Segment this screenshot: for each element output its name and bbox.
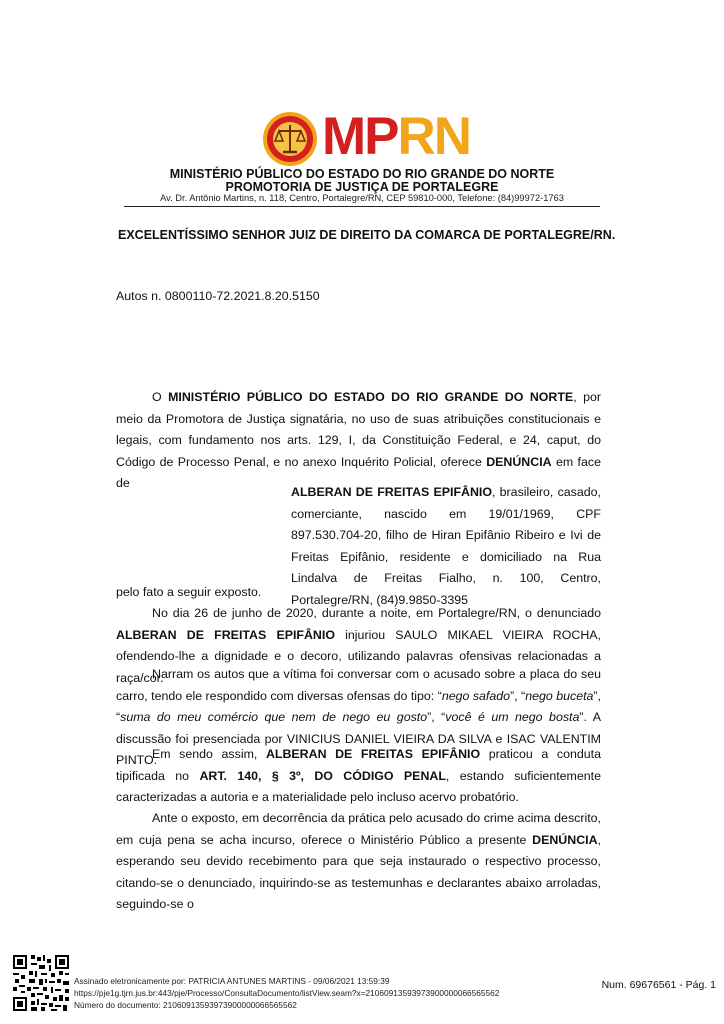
p5-text-c: , esperando seu devido recebimento para que seja instaurado o respectivo processo, citando-se o denunciado, inquirindo-se as testemunhas e declarantes abaixo arroladas, seguindo-se o (116, 832, 601, 911)
document-number: Número do documento: 21060913593973900000066565562 (74, 999, 297, 1010)
p1-text-e: em face de (116, 454, 601, 490)
p3-quote-3: suma do meu comércio que nem de nego eu gosto (120, 710, 428, 724)
p2-bold-name: ALBERAN DE FREITAS EPIFÂNIO (116, 627, 335, 642)
p2-text-c: injuriou SAULO MIKAEL VIEIRA ROCHA, ofendendo-lhe a dignidade e o decoro, utilizando palavras ofensivas relacionadas a raça/cor. (116, 627, 601, 685)
paragraph-request (116, 808, 601, 916)
logo-wordmark (322, 107, 470, 167)
p4-text-e: , estando suficientemente caracterizadas a autoria e a materialidade pelo incluso acervo probatório. (116, 768, 601, 804)
p5-text-a: Ante o exposto, em decorrência da prática pelo acusado do crime acima descrito, em cuja pena se acha incurso, oferece o Ministério Público a presente (116, 811, 601, 847)
p4-text-a: Em sendo assim, (152, 747, 266, 761)
fact-intro: pelo fato a seguir exposto. (116, 585, 262, 599)
p3-text-e: ”. A discussão foi presenciada por VINICIUS DANIEL VIEIRA DA SILVA e ISAC VALENTIM PINTO. (116, 710, 602, 767)
header-institution: MINISTÉRIO PÚBLICO DO ESTADO DO RIO GRANDE DO NORTE (169, 167, 555, 181)
signature-info (74, 976, 499, 1011)
header-office: PROMOTORIA DE JUSTIÇA DE PORTALEGRE (225, 180, 499, 194)
defendant-details: , brasileiro, casado, comerciante, nascido em 19/01/1969, CPF 897.530.704-20, filho de Hiran Epifânio Ribeiro e Ivi de Freitas Epifânio, residente e domiciliado na Rua Lindalva de Freitas Fialho, n. 100, Centro, Portalegre/RN, (84)9.9850-3395 (291, 485, 601, 607)
header-divider (124, 206, 600, 207)
logo-mp: MP (322, 107, 398, 166)
document-url[interactable]: https://pje1g.tjrn.jus.br:443/pje/Processo/ConsultaDocumento/listView.seam?x=21060913593973900000066565562 (74, 987, 500, 998)
p3-sep-1: ”, “ (510, 688, 526, 703)
addressee: EXCELENTÍSSIMO SENHOR JUIZ DE DIREITO DA COMARCA DE PORTALEGRE/RN. (118, 228, 616, 242)
p1-bold-institution: MINISTÉRIO PÚBLICO DO ESTADO DO RIO GRANDE DO NORTE (168, 390, 574, 404)
p3-quote-4: você é um nego bosta (445, 710, 580, 724)
p3-sep-3: ”, “ (427, 710, 446, 724)
page-number: Num. 69676561 - Pág. 1 (601, 979, 716, 991)
p3-quote-2: nego buceta (525, 688, 594, 703)
p4-bold-name: ALBERAN DE FREITAS EPIFÂNIO (265, 747, 481, 761)
p3-text-a: Narram os autos que a vítima foi conversar com o acusado sobre a placa do seu carro, tendo ele respondido com diversas ofensas do tipo: “ (116, 667, 601, 703)
mprn-logo (262, 107, 471, 167)
defendant-name: ALBERAN DE FREITAS EPIFÂNIO (291, 485, 493, 499)
qr-code-icon (13, 955, 69, 1011)
p3-sep-2: ”, “ (116, 688, 601, 724)
p3-quote-1: nego safado (441, 688, 511, 703)
p5-bold-denuncia: DENÚNCIA (532, 832, 598, 847)
paragraph-legal-basis (116, 744, 601, 809)
p4-bold-article: ART. 140, § 3º, DO CÓDIGO PENAL (199, 768, 446, 783)
p2-text-a: No dia 26 de junho de 2020, durante a noite, em Portalegre/RN, o denunciado (152, 606, 601, 620)
logo-rn: RN (397, 107, 471, 166)
p1-text-a: O (152, 390, 169, 404)
header-address: Av. Dr. Antônio Martins, n. 118, Centro, Portalegre/RN, CEP 59810-000, Telefone: (84)99972-1763 (160, 193, 564, 203)
signed-by: Assinado eletronicamente por: PATRICIA ANTUNES MARTINS - 09/06/2021 13:59:39 (74, 976, 390, 986)
balance-scale-seal-icon (262, 111, 318, 167)
p1-bold-denuncia: DENÚNCIA (486, 454, 552, 469)
paragraph-intro (116, 387, 601, 495)
p4-text-c: praticou a conduta tipificada no (116, 747, 601, 783)
case-number: Autos n. 0800110-72.2021.8.20.5150 (116, 289, 320, 303)
p1-text-c: , por meio da Promotora de Justiça signatária, no uso de suas atribuições constitucionais e legais, com fundamento nos arts. 129, I, da Constituição Federal, e 24, caput, do Código de Processo Penal, e no anexo Inquérito Policial, oferece (116, 390, 601, 469)
